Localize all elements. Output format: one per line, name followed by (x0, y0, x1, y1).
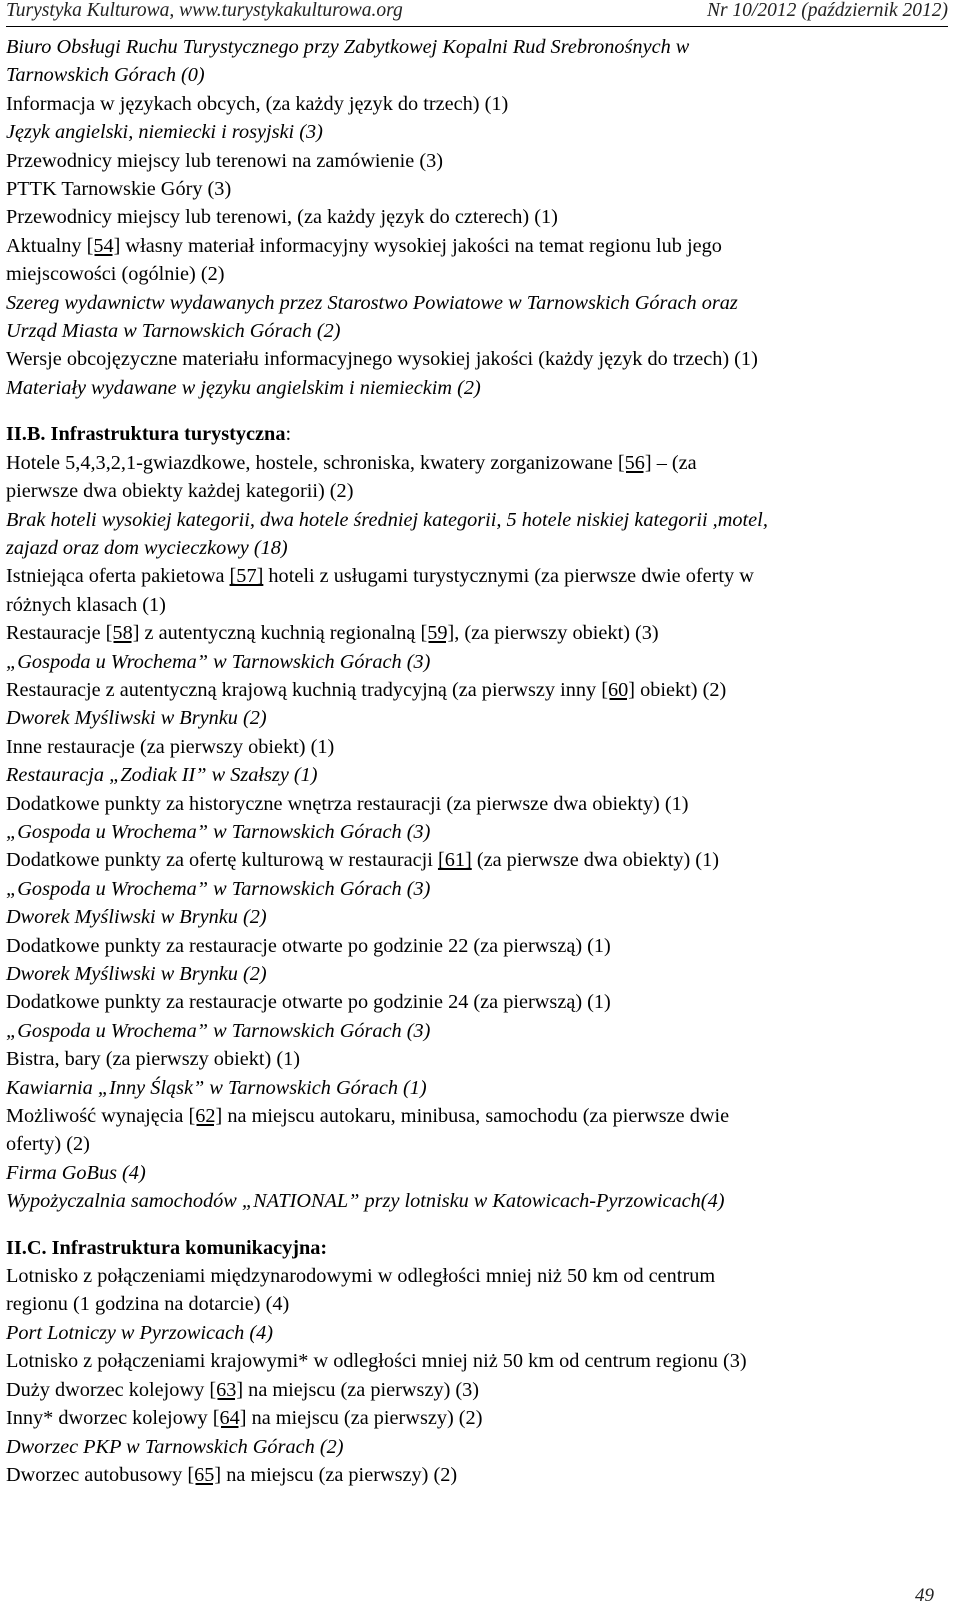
text-line: Dworzec autobusowy [65] na miejscu (za pierwszy) (2) (6, 1463, 458, 1486)
footnote-ref[interactable]: [58] (105, 622, 140, 645)
text-line: Dworek Myśliwski w Brynku (2) (6, 963, 267, 985)
text-line: oferty) (2) (6, 1133, 90, 1156)
text-line: Język angielski, niemiecki i rosyjski (3) (6, 121, 323, 144)
footnote-ref[interactable]: [54] (86, 234, 121, 257)
section-heading-infrastruktura-turystyczna: II.B. Infrastruktura turystyczna: (6, 423, 292, 446)
page-number: 49 (915, 1585, 934, 1606)
text-line: „Gospoda u Wrochema” w Tarnowskich Górach (3) (6, 877, 431, 900)
text-line: Inne restauracje (za pierwszy obiekt) (1) (6, 735, 335, 758)
text-line: zajazd oraz dom wycieczkowy (18) (6, 536, 288, 559)
text-line: Tarnowskich Górach (0) (6, 64, 205, 87)
text-line: Szereg wydawnictw wydawanych przez Starostwo Powiatowe w Tarnowskich Górach oraz (6, 291, 738, 314)
text-line: Duży dworzec kolejowy [63] na miejscu (za pierwszy) (3) (6, 1378, 480, 1401)
text-line: Dodatkowe punkty za restauracje otwarte po godzinie 22 (za pierwszą) (1) (6, 934, 611, 957)
text-line: PTTK Tarnowskie Góry (3) (6, 178, 232, 201)
text-line: Restauracje z autentyczną krajową kuchnią tradycyjną (za pierwszy inny [60] obiekt) (2) (6, 678, 727, 701)
text-line: Inny* dworzec kolejowy [64] na miejscu (za pierwszy) (2) (6, 1407, 483, 1430)
footnote-ref[interactable]: [65] (187, 1463, 222, 1486)
text-line: Firma GoBus (4) (6, 1161, 146, 1184)
text-line: Istniejąca oferta pakietowa [57] hoteli z usługami turystycznymi (za pierwsze dwie oferty w (6, 565, 754, 588)
text-line: Wypożyczalnia samochodów „NATIONAL” przy lotnisku w Katowicach-Pyrzowicach(4) (6, 1190, 725, 1213)
text-line: Dworek Myśliwski w Brynku (2) (6, 707, 267, 730)
issue-number: Nr 10/2012 (październik 2012) (706, 0, 948, 21)
text-line: Brak hoteli wysokiej kategorii, dwa hotele średniej kategorii, 5 hotele niskiej kategorii ,motel, (6, 508, 768, 531)
text-line: Biuro Obsługi Ruchu Turystycznego przy Zabytkowej Kopalni Rud Srebronośnych w (6, 36, 690, 58)
document-body (6, 33, 946, 1489)
text-line: „Gospoda u Wrochema” w Tarnowskich Górach (3) (6, 650, 431, 673)
text-line: Lotnisko z połączeniami krajowymi* w odległości mniej niż 50 km od centrum regionu (3) (6, 1350, 747, 1373)
text-line: Dworzec PKP w Tarnowskich Górach (2) (6, 1435, 344, 1458)
footnote-ref[interactable]: [61] (437, 849, 472, 872)
text-line: „Gospoda u Wrochema” w Tarnowskich Górach (3) (6, 820, 431, 843)
section-heading-infrastruktura-komunikacyjna: II.C. Infrastruktura komunikacyjna: (6, 1236, 328, 1259)
text-line: Restauracja „Zodiak II” w Szałszy (1) (6, 764, 318, 787)
text-line: Wersje obcojęzyczne materiału informacyjnego wysokiej jakości (każdy język do trzech) (1) (6, 348, 758, 371)
text-line: Przewodnicy miejscy lub terenowi na zamówienie (3) (6, 149, 444, 172)
running-header (6, 0, 948, 27)
text-line: Urząd Miasta w Tarnowskich Górach (2) (6, 320, 341, 343)
text-line: Dodatkowe punkty za restauracje otwarte po godzinie 24 (za pierwszą) (1) (6, 991, 611, 1014)
text-line: regionu (1 godzina na dotarcie) (4) (6, 1293, 290, 1316)
footnote-ref[interactable]: [57] (229, 565, 264, 588)
text-line: miejscowości (ogólnie) (2) (6, 263, 225, 286)
text-line: „Gospoda u Wrochema” w Tarnowskich Górach (3) (6, 1019, 431, 1042)
text-line: Możliwość wynajęcia [62] na miejscu autokaru, minibusa, samochodu (za pierwsze dwie (6, 1105, 730, 1128)
text-line: pierwsze dwa obiekty każdej kategorii) (2) (6, 480, 354, 503)
footnote-ref[interactable]: [56] (617, 451, 652, 474)
text-line: Bistra, bary (za pierwszy obiekt) (1) (6, 1048, 300, 1071)
text-line: Aktualny [54] własny materiał informacyjny wysokiej jakości na temat regionu lub jego (6, 234, 722, 257)
text-line: Lotnisko z połączeniami międzynarodowymi w odległości mniej niż 50 km od centrum (6, 1265, 716, 1288)
footnote-ref[interactable]: [60] (601, 678, 636, 701)
text-line: Port Lotniczy w Pyrzowicach (4) (6, 1321, 274, 1344)
footnote-ref[interactable]: [59] (420, 622, 455, 645)
text-line: Hotele 5,4,3,2,1-gwiazdkowe, hostele, schroniska, kwatery zorganizowane [56] – (za (6, 451, 697, 474)
footnote-ref[interactable]: [62] (188, 1105, 223, 1128)
text-line: Kawiarnia „Inny Śląsk” w Tarnowskich Górach (1) (6, 1076, 427, 1099)
journal-title: Turystyka Kulturowa, www.turystykakulturowa.org (6, 0, 403, 21)
text-line: Dodatkowe punkty za ofertę kulturową w restauracji [61] (za pierwsze dwa obiekty) (1) (6, 849, 719, 872)
text-line: różnych klasach (1) (6, 593, 166, 616)
text-line: Informacja w językach obcych, (za każdy język do trzech) (1) (6, 92, 509, 115)
text-line: Przewodnicy miejscy lub terenowi, (za każdy język do czterech) (1) (6, 206, 558, 229)
footnote-ref[interactable]: [64] (212, 1407, 247, 1430)
text-line: Dworek Myśliwski w Brynku (2) (6, 906, 267, 929)
text-line: Dodatkowe punkty za historyczne wnętrza restauracji (za pierwsze dwa obiekty) (1) (6, 792, 689, 815)
text-line: Restauracje [58] z autentyczną kuchnią regionalną [59], (za pierwszy obiekt) (3) (6, 622, 659, 645)
footnote-ref[interactable]: [63] (209, 1378, 244, 1401)
text-line: Materiały wydawane w języku angielskim i niemieckim (2) (6, 376, 481, 399)
